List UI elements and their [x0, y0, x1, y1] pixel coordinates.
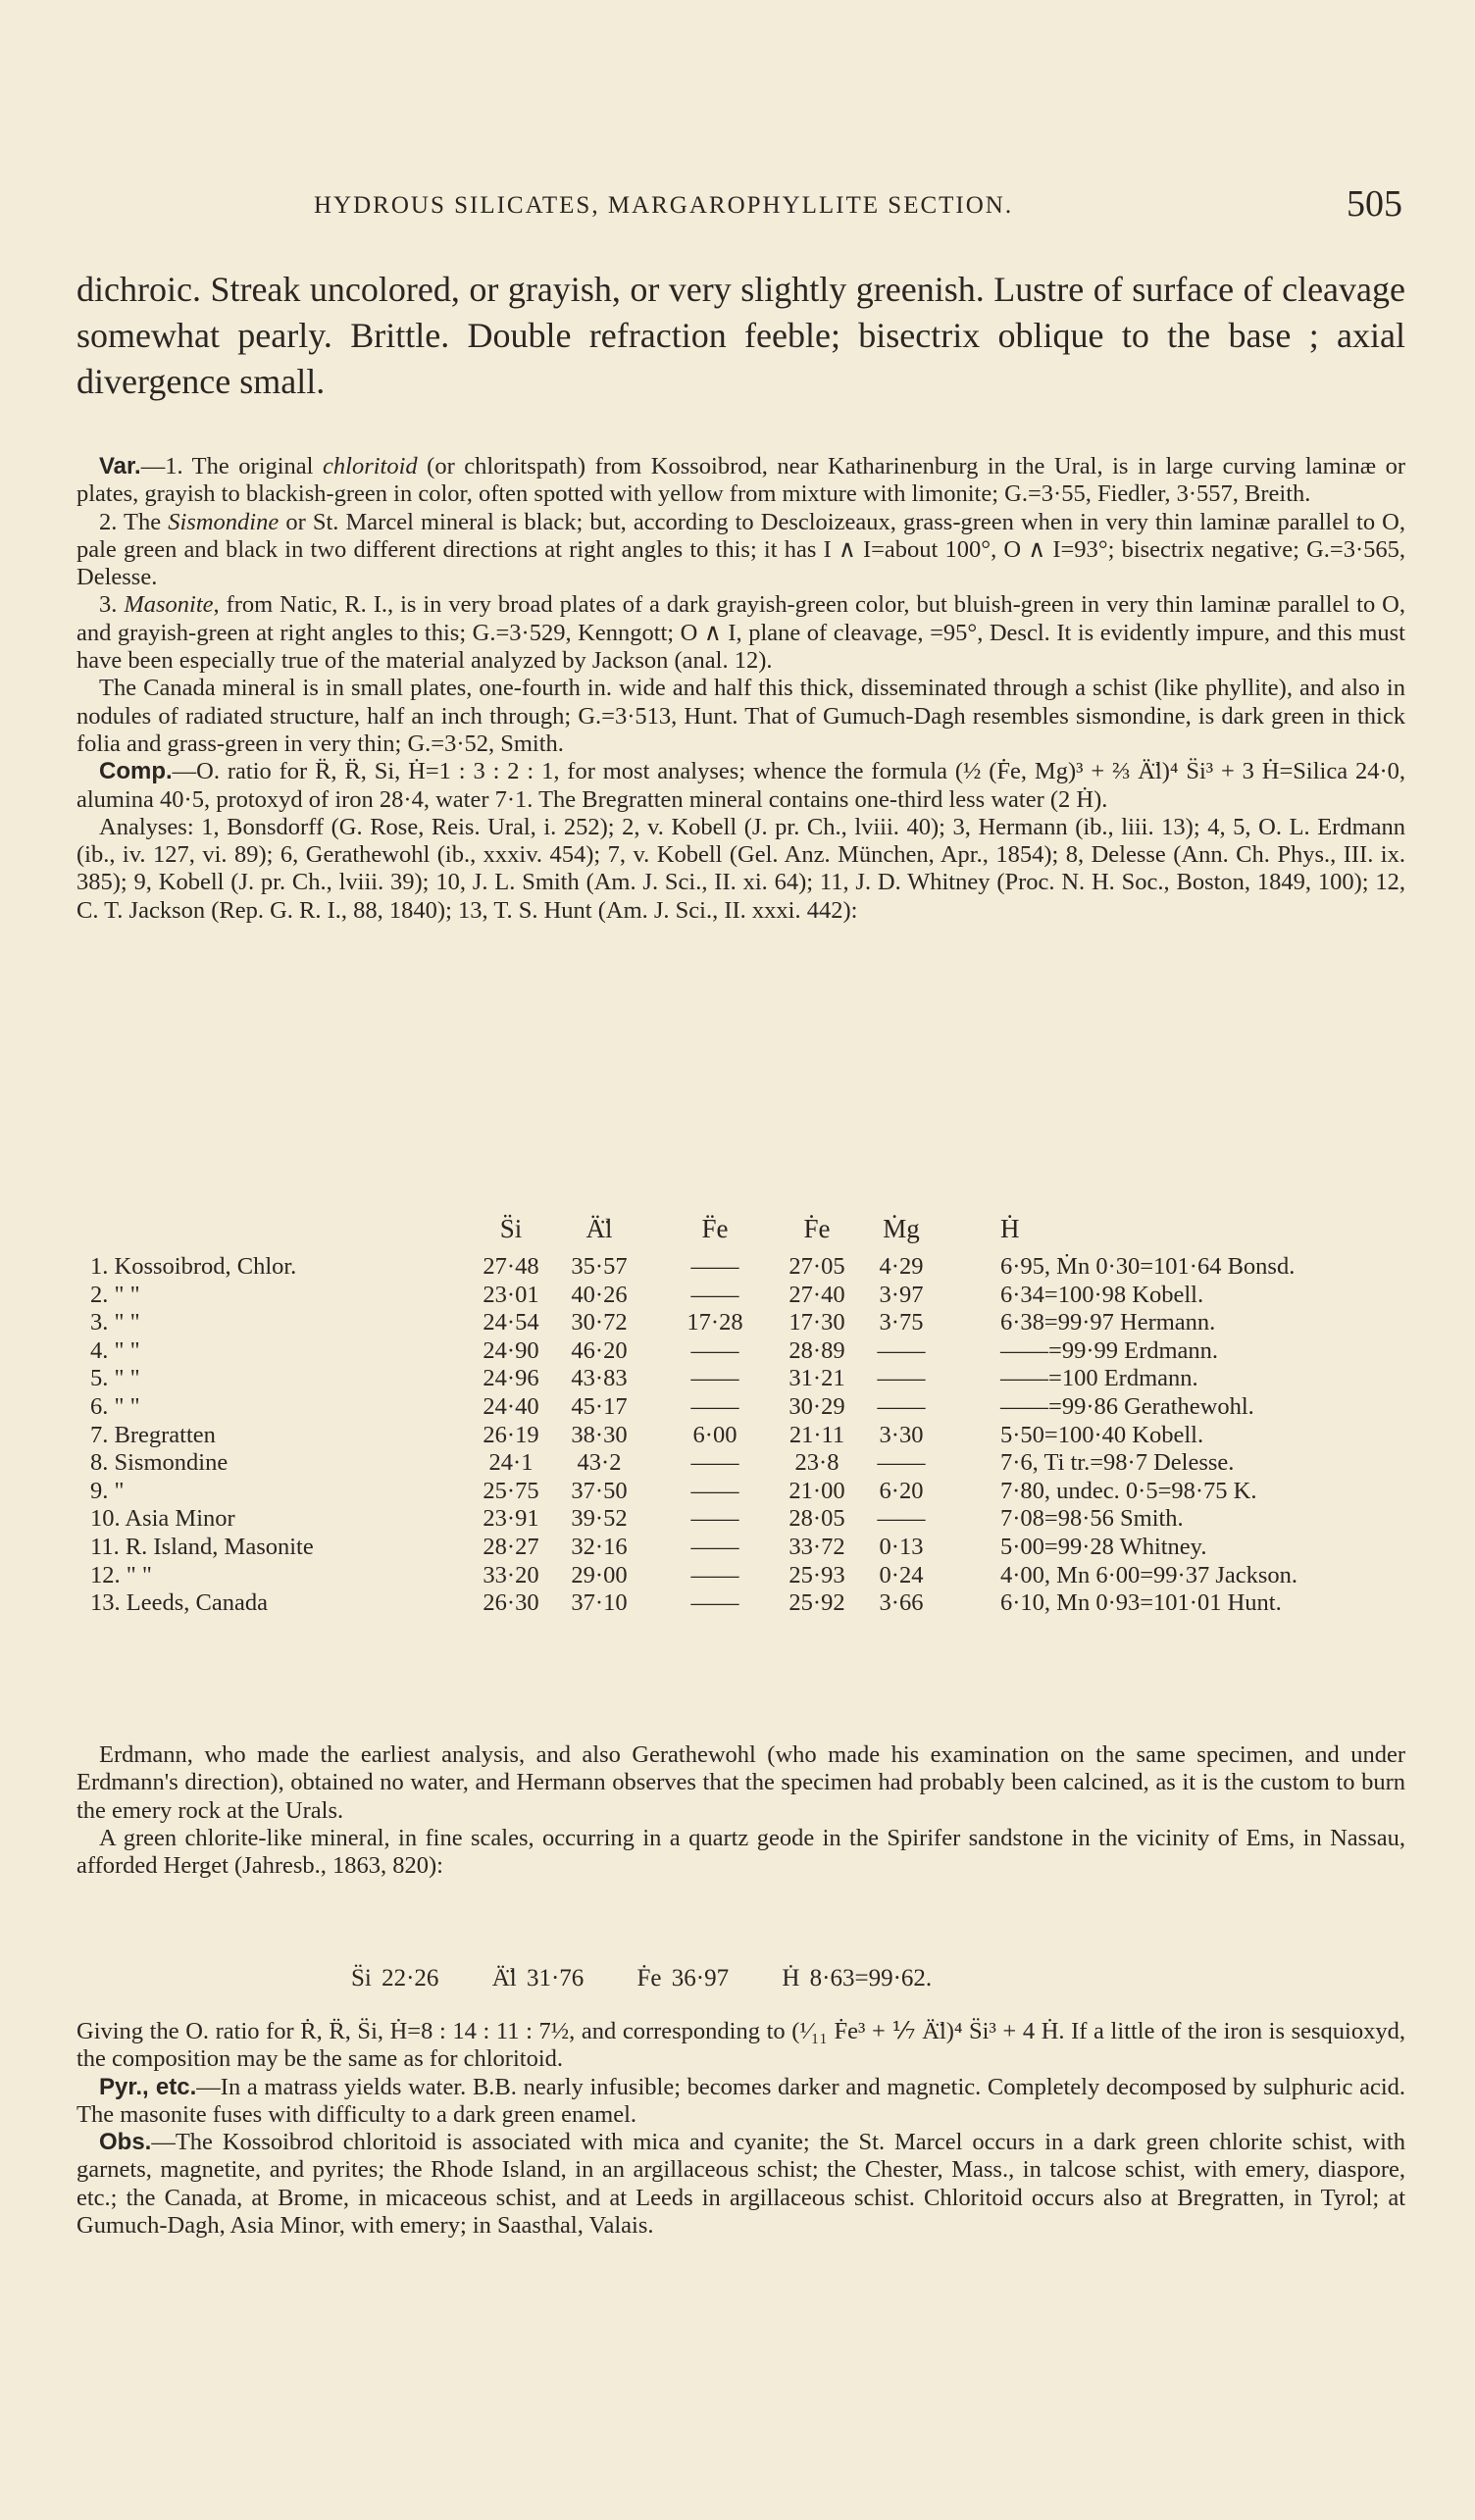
- cell-name: 12. " ": [90, 1561, 152, 1588]
- cell-h: ——=100 Erdmann.: [1000, 1365, 1198, 1392]
- obs-label: Obs.: [99, 2129, 152, 2156]
- cell-fe-proto: 17·30: [788, 1309, 845, 1336]
- cell-fe-proto: 33·72: [788, 1534, 845, 1560]
- cell-name: 9. ": [90, 1477, 125, 1504]
- col-header-si: S̈i: [499, 1214, 523, 1243]
- cell-name: 8. Sismondine: [90, 1449, 229, 1477]
- cell-si: 28·27: [483, 1534, 539, 1560]
- cell-mg: 6·20: [879, 1477, 924, 1504]
- col-header-fe-proto: Ḟe: [803, 1214, 831, 1243]
- cell-al: 29·00: [571, 1561, 628, 1588]
- variety-1: [76, 453, 1405, 509]
- variety-2-name: Sismondine: [168, 508, 280, 535]
- herget-analysis: [351, 1965, 975, 1992]
- cell-fe-proto: 30·29: [788, 1393, 845, 1420]
- cell-fe-sesqui: ——: [690, 1477, 739, 1504]
- lead-paragraph: [76, 267, 1405, 405]
- cell-name: 1. Kossoibrod, Chlor.: [90, 1253, 297, 1280]
- discussion-section: [76, 1741, 1405, 1880]
- pyrognostics-paragraph: [76, 2074, 1405, 2130]
- cell-fe-proto: 28·89: [788, 1336, 845, 1364]
- comp-label: Comp.: [99, 758, 173, 785]
- cell-fe-sesqui: ——: [690, 1393, 739, 1420]
- table-row: [76, 1562, 1405, 1591]
- variety-3: [76, 591, 1405, 675]
- cell-al: 35·57: [571, 1253, 628, 1280]
- cell-fe-sesqui: ——: [690, 1281, 739, 1308]
- cell-al: 37·10: [571, 1589, 628, 1617]
- cell-mg: 3·75: [879, 1309, 924, 1336]
- formula-si: S̈i 22·26: [351, 1965, 439, 1991]
- formula-al: Ä̈l 31·76: [491, 1965, 585, 1991]
- table-row: [76, 1337, 1405, 1367]
- cell-h: 5·50=100·40 Kobell.: [1000, 1421, 1204, 1448]
- running-title: HYDROUS SILICATES, MARGAROPHYLLITE SECTION.: [314, 192, 1014, 219]
- pyr-text: —In a matrass yields water. B.B. nearly infusible; becomes darker and magnetic. Completely decomposed by sulphuric acid. The masonite fuses with difficulty to a dark green enamel.: [76, 2073, 1405, 2128]
- cell-name: 13. Leeds, Canada: [90, 1589, 268, 1617]
- cell-h: 6·95, Ṁn 0·30=101·64 Bonsd.: [1000, 1253, 1296, 1280]
- cell-si: 24·54: [483, 1309, 539, 1336]
- cell-name: 11. R. Island, Masonite: [90, 1534, 314, 1560]
- cell-h: 6·10, Mn 0·93=101·01 Hunt.: [1000, 1589, 1282, 1617]
- table-row: [76, 1253, 1405, 1283]
- o-ratio-paragraph: Giving the O. ratio for Ṙ, R̈, S̈i, Ḣ=8 : 14 : 11 : 7½, and corresponding to (¹⁄₁₁ Ḟe³ + ⅐ Ä̈l)⁴ S̈i³ + 4 Ḣ. If a little of the iron is sesquioxyd, the composition may be the same as for chloritoid.: [76, 2018, 1405, 2073]
- cell-al: 37·50: [571, 1477, 628, 1504]
- cell-mg: ——: [877, 1505, 926, 1533]
- cell-fe-proto: 23·8: [794, 1449, 839, 1477]
- cell-name: 3. " ": [90, 1309, 140, 1336]
- cell-al: 38·30: [571, 1421, 628, 1448]
- cell-al: 45·17: [571, 1393, 628, 1420]
- cell-fe-sesqui: ——: [690, 1336, 739, 1364]
- cell-fe-sesqui: 17·28: [687, 1309, 743, 1336]
- cell-name: 4. " ": [90, 1336, 140, 1364]
- closing-section: [76, 2018, 1405, 2240]
- cell-fe-proto: 25·93: [788, 1561, 845, 1588]
- analyses-sources: Analyses: 1, Bonsdorff (G. Rose, Reis. Ural, i. 252); 2, v. Kobell (J. pr. Ch., lviii. 40); 3, Hermann (ib., liii. 13); 4, 5, O. L. Erdmann (ib., iv. 127, vi. 89); 6, Gerathewohl (ib., xxxiv. 454); 7, v. Kobell (Gel. Anz. München, Apr., 1854); 8, Delesse (Ann. Ch. Phys., III. ix. 385); 9, Kobell (J. pr. Ch., lviii. 39); 10, J. L. Smith (Am. J. Sci., II. xi. 64); 11, J. D. Whitney (Proc. N. H. Soc., Boston, 1849, 100); 12, C. T. Jackson (Rep. G. R. I., 88, 1840); 13, T. S. Hunt (Am. J. Sci., II. xxxi. 442):: [76, 813, 1405, 924]
- cell-mg: ——: [877, 1336, 926, 1364]
- cell-fe-sesqui: ——: [690, 1534, 739, 1560]
- page-number: 505: [1347, 183, 1402, 225]
- cell-al: 32·16: [571, 1534, 628, 1560]
- cell-fe-sesqui: 6·00: [692, 1421, 738, 1448]
- cell-mg: ——: [877, 1393, 926, 1420]
- cell-h: ——=99·86 Gerathewohl.: [1000, 1393, 1254, 1420]
- table-row: [76, 1422, 1405, 1451]
- cell-name: 2. " ": [90, 1281, 140, 1308]
- cell-si: 23·91: [483, 1505, 539, 1533]
- col-header-h: Ḣ: [1000, 1214, 1020, 1243]
- cell-si: 26·30: [483, 1589, 539, 1617]
- cell-al: 46·20: [571, 1336, 628, 1364]
- cell-name: 5. " ": [90, 1365, 140, 1392]
- variety-1-text-b: (or chloritspath) from Kossoibrod, near Katharinenburg in the Ural, is in large curving laminæ or plates, grayish to blackish-green in color, often spotted with yellow from mixture with limonite; G.=3·55, Fiedler, 3·557, Breith.: [76, 453, 1405, 508]
- variety-2: [76, 509, 1405, 592]
- cell-fe-proto: 21·00: [788, 1477, 845, 1504]
- observations-paragraph: [76, 2129, 1405, 2240]
- cell-h: ——=99·99 Erdmann.: [1000, 1336, 1219, 1364]
- cell-al: 39·52: [571, 1505, 628, 1533]
- col-header-al: Ä̈l: [585, 1214, 613, 1243]
- variety-3-text-b: , from Natic, R. I., is in very broad plates of a dark grayish-green color, but bluish-green in very thin laminæ parallel to O, and grayish-green at right angles to this; G.=3·529, Kenngott; O ∧ I, plane of cleavage, =95°, Descl. It is evidently impure, and this must have been especially true of the material analyzed by Jackson (anal. 12).: [76, 591, 1406, 675]
- cell-name: 10. Asia Minor: [90, 1505, 235, 1533]
- cell-name: 6. " ": [90, 1393, 140, 1420]
- cell-mg: ——: [877, 1365, 926, 1392]
- cell-fe-sesqui: ——: [690, 1253, 739, 1280]
- cell-h: 5·00=99·28 Whitney.: [1000, 1534, 1207, 1560]
- table-row: [76, 1393, 1405, 1423]
- variety-3-name: Masonite: [124, 591, 214, 619]
- cell-si: 24·96: [483, 1365, 539, 1392]
- lead-text: dichroic. Streak uncolored, or grayish, or very slightly greenish. Lustre of surface of cleavage somewhat pearly. Brittle. Double refraction feeble; bisectrix oblique to the base ; axial divergence small.: [76, 270, 1405, 401]
- cell-si: 26·19: [483, 1421, 539, 1448]
- table-header-row: [76, 1214, 1405, 1243]
- table-row: [76, 1309, 1405, 1338]
- cell-mg: 3·30: [879, 1421, 924, 1448]
- cell-fe-sesqui: ——: [690, 1505, 739, 1533]
- variety-1-name: chloritoid: [323, 453, 418, 479]
- cell-al: 43·2: [577, 1449, 622, 1477]
- cell-si: 23·01: [483, 1281, 539, 1308]
- formula-fe: Ḟe 36·97: [636, 1965, 730, 1991]
- table-row: [76, 1365, 1405, 1394]
- table-row: [76, 1589, 1405, 1619]
- cell-mg: 3·66: [879, 1589, 924, 1617]
- cell-mg: ——: [877, 1449, 926, 1477]
- cell-mg: 0·13: [879, 1534, 924, 1560]
- cell-h: 7·80, undec. 0·5=98·75 K.: [1000, 1477, 1257, 1504]
- col-header-mg: Ṁg: [883, 1214, 920, 1243]
- cell-fe-sesqui: ——: [690, 1589, 739, 1617]
- variety-1-text-a: —1. The original: [140, 453, 324, 479]
- cell-fe-sesqui: ——: [690, 1365, 739, 1392]
- cell-h: 4·00, Mn 6·00=99·37 Jackson.: [1000, 1561, 1298, 1588]
- cell-h: 6·34=100·98 Kobell.: [1000, 1281, 1204, 1308]
- cell-al: 43·83: [571, 1365, 628, 1392]
- table-row: [76, 1478, 1405, 1507]
- cell-fe-proto: 31·21: [788, 1365, 845, 1392]
- obs-text: —The Kossoibrod chloritoid is associated with mica and cyanite; the St. Marcel occurs in a dark green chlorite schist, with garnets, magnetite, and pyrites; the Rhode Island, in an argillaceous schist; the Chester, Mass., in talcose schist, with emery, diaspore, etc.; the Canada, at Brome, in micaceous schist, and at Leeds in argillaceous schist. Chloritoid occurs also at Bregratten, in Tyrol; at Gumuch-Dagh, Asia Minor, with emery; in Saasthal, Valais.: [76, 2129, 1405, 2240]
- cell-fe-sesqui: ——: [690, 1449, 739, 1477]
- cell-mg: 0·24: [879, 1561, 924, 1588]
- table-row: [76, 1534, 1405, 1563]
- cell-fe-proto: 25·92: [788, 1589, 845, 1617]
- composition-paragraph: [76, 758, 1405, 814]
- variety-canada: The Canada mineral is in small plates, one-fourth in. wide and half this thick, disseminated through a schist (like phyllite), and also in nodules of radiated structure, half an inch through; G.=3·513, Hunt. That of Gumuch-Dagh resembles sismondine, is dark green in thick folia and grass-green in very thin; G.=3·52, Smith.: [76, 675, 1405, 757]
- col-header-fe-sesqui: F̈e: [701, 1214, 729, 1243]
- cell-si: 24·1: [488, 1449, 534, 1477]
- cell-si: 24·40: [483, 1393, 539, 1420]
- cell-h: 7·6, Ti tr.=98·7 Delesse.: [1000, 1449, 1235, 1477]
- table-row: [76, 1282, 1405, 1311]
- cell-al: 30·72: [571, 1309, 628, 1336]
- cell-fe-proto: 28·05: [788, 1505, 845, 1533]
- cell-fe-sesqui: ——: [690, 1561, 739, 1588]
- varieties-section: [76, 453, 1405, 925]
- cell-si: 27·48: [483, 1253, 539, 1280]
- cell-name: 7. Bregratten: [90, 1421, 216, 1448]
- cell-h: 7·08=98·56 Smith.: [1000, 1505, 1184, 1533]
- cell-h: 6·38=99·97 Hermann.: [1000, 1309, 1216, 1336]
- cell-mg: 4·29: [879, 1253, 924, 1280]
- cell-mg: 3·97: [879, 1281, 924, 1308]
- cell-fe-proto: 27·05: [788, 1253, 845, 1280]
- cell-si: 24·90: [483, 1336, 539, 1364]
- erdmann-paragraph: Erdmann, who made the earliest analysis, and also Gerathewohl (who made his examination on the same specimen, and under Erdmann's direction), obtained no water, and Hermann observes that the specimen had probably been calcined, as it is the custom to burn the emery rock at the Urals.: [76, 1741, 1405, 1824]
- pyr-label: Pyr., etc.: [99, 2073, 197, 2100]
- variety-2-text-a: 2. The: [99, 508, 169, 535]
- var-label: Var.: [99, 453, 141, 479]
- cell-si: 25·75: [483, 1477, 539, 1504]
- cell-al: 40·26: [571, 1281, 628, 1308]
- table-row: [76, 1505, 1405, 1535]
- cell-fe-proto: 27·40: [788, 1281, 845, 1308]
- cell-si: 33·20: [483, 1561, 539, 1588]
- cell-fe-proto: 21·11: [788, 1421, 845, 1448]
- table-row: [76, 1449, 1405, 1479]
- variety-2-text-b: or St. Marcel mineral is black; but, according to Descloizeaux, grass-green when in very thin laminæ parallel to O, pale green and black in two different directions at right angles to this; it has I ∧ I=about 100°, O ∧ I=93°; bisectrix negative; G.=3·565, Delesse.: [76, 508, 1405, 591]
- ems-paragraph: A green chlorite-like mineral, in fine scales, occurring in a quartz geode in the Spirifer sandstone in the vicinity of Ems, in Nassau, afforded Herget (Jahresb., 1863, 820):: [76, 1824, 1405, 1880]
- composition-text: —O. ratio for R̈, R̈, Si, Ḣ=1 : 3 : 2 : 1, for most analyses; whence the formula (½ (Ḟe, Mg)³ + ⅔ Ä̈l)⁴ S̈i³ + 3 Ḣ=Silica 24·0, alumina 40·5, protoxyd of iron 28·4, water 7·1. The Bregratten mineral contains one-third less water (2 Ḣ).: [76, 758, 1405, 813]
- formula-h: Ḣ 8·63=99·62.: [782, 1965, 933, 1991]
- variety-3-text-a: 3.: [99, 591, 125, 619]
